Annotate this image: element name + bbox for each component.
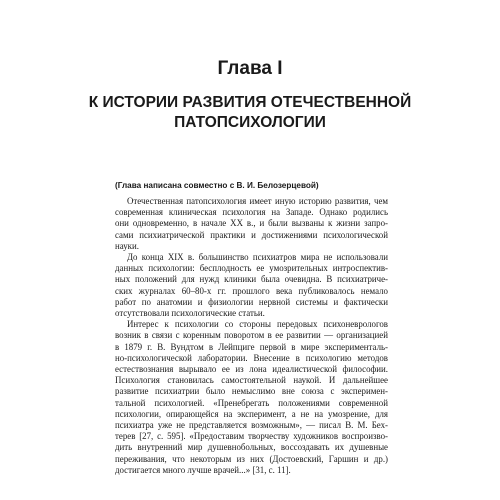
text-line: достигается много лучше врачей...» [31, с. 11].	[115, 464, 291, 475]
coauthor-note: (Глава написана совместно с В. И. Белозерцевой)	[115, 181, 319, 190]
text-line: переживания, что некоторым из них (Достоевский, Гаршин и др.)	[115, 453, 388, 464]
paragraph	[115, 319, 388, 476]
text-line: естествознания вырывало ее из лона идеалистической философии.	[115, 364, 388, 375]
text-line: Интерес к психологии со стороны передовых психоневрологов	[127, 319, 388, 330]
text-line: они одновременно, в начале XX в., и были вызваны к жизни запро-	[115, 218, 388, 229]
chapter-title-line: К ИСТОРИИ РАЗВИТИЯ ОТЕЧЕСТВЕННОЙ	[88, 94, 412, 111]
chapter-label: Глава I	[217, 58, 283, 79]
text-line: тальной психологией. «Пренебрегать положениями современной	[115, 397, 388, 408]
text-line: психологии, опирающейся на эксперимент, а не на умозрение, для	[115, 408, 388, 419]
text-line: возник в связи с коренным поворотом в ее развитии — организацией	[115, 330, 388, 341]
text-line: но-психологической лаборатории. Внесение в психологию методов	[115, 352, 388, 363]
text-line: До конца XIX в. большинство психиатров мира не использовали	[127, 252, 388, 263]
text-line: современная клиническая психология на Западе. Однако родились	[115, 207, 388, 218]
text-line: развитие психиатрии было немыслимо вне союза с эксперимен-	[115, 386, 388, 397]
text-line: психиатра уже не представляется возможным», — писал В. М. Бех-	[115, 420, 388, 431]
paragraph	[115, 196, 388, 252]
text-line: Отечественная патопсихология имеет иную историю развития, чем	[127, 196, 388, 206]
text-line: науки.	[115, 240, 139, 251]
text-line: дить внутренний мир душевнобольных, воссоздавать их душевные	[115, 442, 388, 453]
text-line: ских журналах 60–80-х гг. прошлого века публиковалось немало	[115, 285, 388, 296]
text-line: отсутствовали психологические статьи.	[115, 308, 265, 319]
text-line: сами психиатрической практики и достижениями психологической	[115, 229, 388, 240]
chapter-title-line: ПАТОПСИХОЛОГИИ	[174, 114, 326, 131]
text-line: в 1879 г. В. Вундтом в Лейпциге первой в мире эксперименталь-	[115, 341, 388, 352]
body-text	[115, 196, 388, 476]
text-line: терев [27, с. 595]. «Предоставим творчеству художников воспроизво-	[115, 431, 388, 442]
text-line: данных психологии: бесплодность ее умозрительных интроспектив-	[115, 263, 388, 274]
chapter-title	[60, 93, 440, 133]
text-line: работ по анатомии и физиологии нервной системы и фактически	[115, 296, 388, 307]
text-line: Психология становилась самостоятельной наукой. И дальнейшее	[115, 375, 388, 386]
paragraph	[115, 252, 388, 319]
text-line: ных положений для нужд клиники была очевидна. В психиатриче-	[115, 274, 388, 285]
